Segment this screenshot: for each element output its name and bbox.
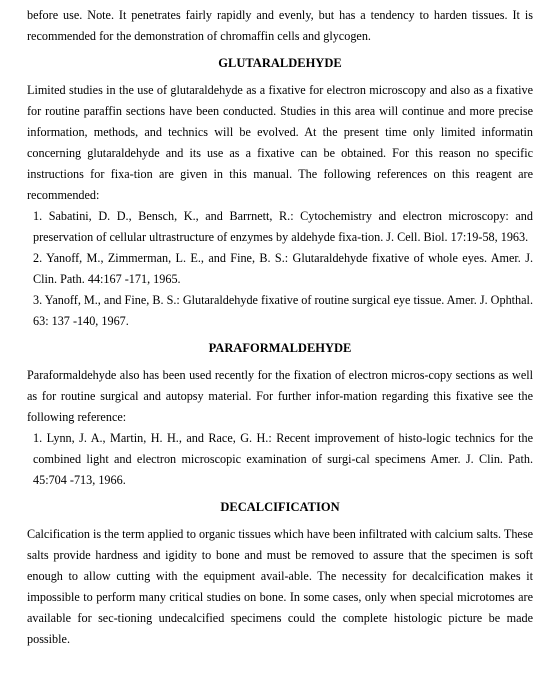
glutaraldehyde-reference-list [27, 206, 533, 332]
intro-paragraph: before use. Note. It penetrates fairly rapidly and evenly, but has a tendency to harden tissues. It is recommended for the demonstration of chromaffin cells and glycogen. [27, 8, 533, 43]
decalcification-paragraph: Calcification is the term applied to organic tissues which have been infiltrated with calcium salts. These salts provide hardness and igidity to bone and must be removed to assure that the specimen is soft enough to allow cutting with the equipment avail-able. The necessity for decalcification makes it impossible to perform many critical studies on bone. In some cases, only when special microtomes are available for sec-tioning undecalcified specimens could the complete histologic picture be made possible. [27, 527, 533, 646]
paraformaldehyde-reference-list [27, 428, 533, 491]
reference-item: 3. Yanoff, M., and Fine, B. S.: Glutaraldehyde fixative of routine surgical eye tissue. Amer. J. Ophthal. 63: 137 -140, 1967. [33, 293, 533, 328]
section-heading-decalcification: DECALCIFICATION [220, 500, 340, 514]
paraformaldehyde-paragraph: Paraformaldehyde also has been used recently for the fixation of electron micros-copy sections as well as for routine surgical and autopsy material. For further infor-mation regarding this fixative see the following reference: [27, 368, 533, 424]
section-heading-glutaraldehyde: GLUTARALDEHYDE [218, 56, 342, 70]
section-heading-paraformaldehyde: PARAFORMALDEHYDE [208, 341, 352, 355]
reference-item: 1. Sabatini, D. D., Bensch, K., and Barrnett, R.: Cytochemistry and electron microscopy: and preservation of cellular ultrastructure of enzymes by aldehyde fixa-tion. J. Cell. Biol. 17:19-58, 1963. [33, 209, 533, 244]
reference-item: 2. Yanoff, M., Zimmerman, L. E., and Fine, B. S.: Glutaraldehyde fixative of whole eyes. Amer. J. Clin. Path. 44:167 -171, 1965. [33, 251, 533, 286]
reference-item: 1. Lynn, J. A., Martin, H. H., and Race, G. H.: Recent improvement of histo-logic technics for the combined light and electron microscopic examination of surgi-cal specimens Amer. J. Clin. Path. 45:704 -713, 1966. [33, 431, 533, 487]
glutaraldehyde-paragraph: Limited studies in the use of glutaraldehyde as a fixative for electron microscopy and also as a fixative for routine paraffin sections have been conducted. Studies in this area will continue and more precise information, methods, and technics will be evolved. At the present time only limited informatin concerning glutaraldehyde and its use as a fixative can be obtained. For this reason no specific instructions for fixa-tion are given in this manual. The following references on this reagent are recommended: [27, 83, 533, 202]
